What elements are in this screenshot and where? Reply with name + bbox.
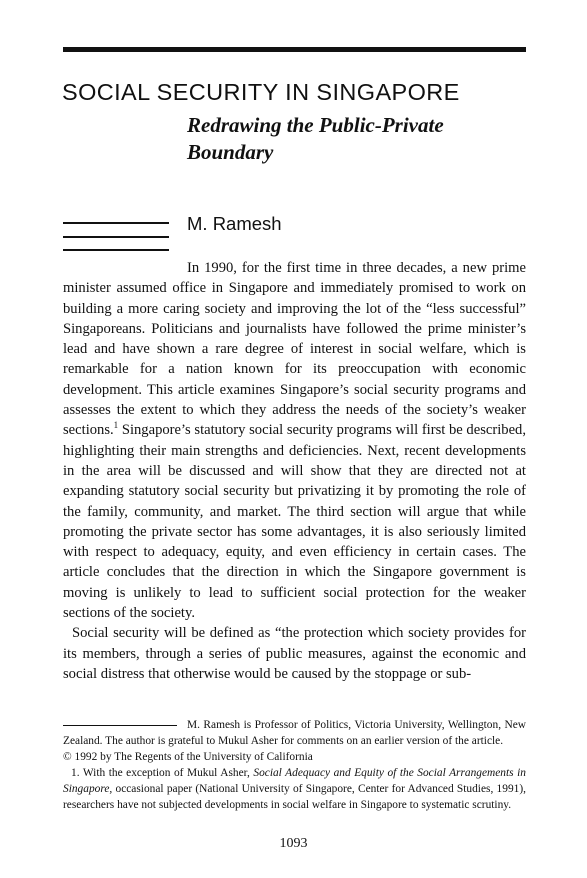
article-body — [63, 258, 526, 684]
footnote-rule — [63, 725, 177, 726]
article-subtitle — [187, 112, 527, 166]
author-rule-2 — [63, 236, 169, 238]
article-title: SOCIAL SECURITY IN SINGAPORE — [62, 79, 460, 105]
footnote-1-text-b: occasional paper (National University of Singapore, Center for Advanced Studies, 1991), researchers have not subjected developments in social welfare in Singapore to systematic scrutiny. — [63, 783, 526, 812]
copyright-note: © 1992 by The Regents of the University of California — [63, 751, 313, 764]
footnotes — [63, 717, 526, 814]
paragraph-1-text: In 1990, for the first time in three decades, a new prime minister assumed office in Singapore and immediately promised to work on building a more caring society and improving the lot of the “less successful” Singaporeans. Politicians and journalists have followed the prime minister’s lead and have shown a rare degree of interest in social welfare, which is remarkable for a nation known for its preoccupation with economic development. This article examines Singapore’s social security programs and assesses the extent to which they address the needs of the society’s weaker sections. — [63, 260, 526, 439]
body-paragraph-2: Social security will be defined as “the protection which society provides for its members, through a series of public measures, against the economic and social distress that otherwise would be caused by the stoppage or sub- — [63, 625, 526, 682]
footnote-1-text-a: With the exception of Mukul Asher, — [82, 767, 250, 780]
author-rule-3 — [63, 249, 169, 251]
author-name: M. Ramesh — [187, 213, 282, 234]
paragraph-1-continued: Singapore’s statutory social security programs will first be described, highlighting their main strengths and deficiencies. Next, recent developments in the area will be discussed and will show that they are directed not at expanding statutory social security but privatizing it by promoting the role of the family, community, and market. The third section will argue that while promoting the private sector has some advantages, it is also seriously limited with respect to adequacy, equity, and even efficiency in certain cases. The article concludes that the direction in which the Singapore government is moving is unlikely to lead to sufficient social protection for the weaker sections of the society. — [63, 422, 526, 622]
subtitle-line-1: Redrawing the Public-Private — [187, 113, 444, 137]
footnote-1 — [63, 765, 526, 813]
page-number: 1093 — [279, 836, 308, 851]
footnote-1-number: 1. — [71, 767, 80, 780]
author-note — [63, 717, 526, 749]
subtitle-line-2: Boundary — [187, 140, 274, 164]
author-rule-1 — [63, 222, 169, 224]
footnote-1-cited-title: Social Adequacy and Equity of the Social Arrangements in Singapore, — [63, 767, 526, 796]
author-note-text: M. Ramesh is Professor of Politics, Victoria University, Wellington, New Zealand. The author is grateful to Mukul Asher for comments on an earlier version of the article. — [63, 719, 526, 748]
top-rule — [63, 47, 526, 52]
body-paragraph-1 — [63, 258, 526, 623]
footnote-reference: 1 — [113, 420, 119, 431]
